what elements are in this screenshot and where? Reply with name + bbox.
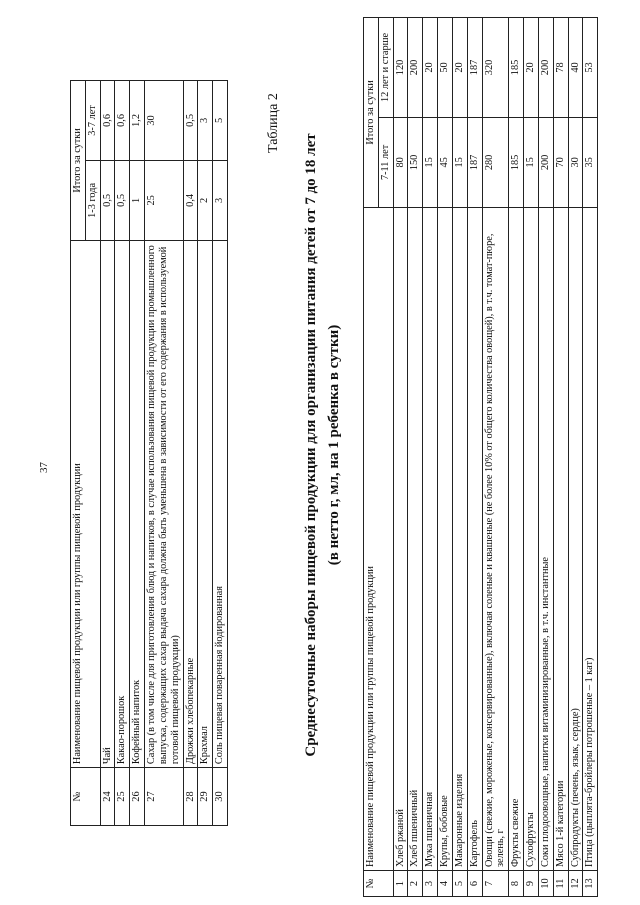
row-num: 13 bbox=[583, 871, 598, 897]
row-value: 150 bbox=[408, 117, 423, 207]
t2-header-age1: 7-11 лет bbox=[378, 117, 393, 207]
table-1 bbox=[70, 80, 228, 826]
row-value: 200 bbox=[408, 18, 423, 118]
row-num: 10 bbox=[538, 871, 553, 897]
table-row bbox=[538, 18, 553, 897]
row-value: 80 bbox=[393, 117, 408, 207]
row-name: Кофейный напиток bbox=[130, 240, 145, 767]
row-value: 30 bbox=[145, 81, 183, 161]
table-row bbox=[130, 81, 145, 826]
row-num: 8 bbox=[509, 871, 524, 897]
t2-header-num: № bbox=[364, 871, 394, 897]
row-value: 320 bbox=[482, 18, 509, 118]
row-name: Крахмал bbox=[198, 240, 213, 767]
row-value: 0,5 bbox=[183, 81, 198, 161]
row-name: Чай bbox=[100, 240, 115, 767]
table-row bbox=[482, 18, 509, 897]
row-value: 53 bbox=[583, 18, 598, 118]
row-name: Сухофрукты bbox=[524, 207, 539, 870]
row-value: 20 bbox=[423, 18, 438, 118]
row-value: 45 bbox=[438, 117, 453, 207]
table-row bbox=[553, 18, 568, 897]
row-value: 15 bbox=[524, 117, 539, 207]
table-row bbox=[408, 18, 423, 897]
row-name: Какао-порошок bbox=[115, 240, 130, 767]
row-num: 28 bbox=[183, 768, 198, 826]
row-name: Соль пищевая поваренная йодированная bbox=[213, 240, 228, 767]
row-num: 24 bbox=[100, 768, 115, 826]
row-value: 3 bbox=[213, 160, 228, 240]
row-name: Картофель bbox=[467, 207, 482, 870]
row-value: 50 bbox=[438, 18, 453, 118]
row-value: 187 bbox=[467, 117, 482, 207]
table-row bbox=[423, 18, 438, 897]
table-row bbox=[115, 81, 130, 826]
row-num: 3 bbox=[423, 871, 438, 897]
row-value: 40 bbox=[568, 18, 583, 118]
table-2 bbox=[363, 17, 598, 897]
row-num: 30 bbox=[213, 768, 228, 826]
row-value: 200 bbox=[538, 117, 553, 207]
row-value: 20 bbox=[452, 18, 467, 118]
t2-header-name: Наименование пищевой продукции или группы пищевой продукции bbox=[364, 207, 394, 870]
row-value: 120 bbox=[393, 18, 408, 118]
t1-header-name: Наименование пищевой продукции или группы пищевой продукции bbox=[71, 240, 101, 767]
table-row bbox=[393, 18, 408, 897]
row-name: Соки плодоовощные, напитки витаминизированные, в т.ч. инстантные bbox=[538, 207, 553, 870]
row-num: 2 bbox=[408, 871, 423, 897]
row-value: 2 bbox=[198, 160, 213, 240]
row-value: 185 bbox=[509, 18, 524, 118]
row-name: Мясо 1-й категории bbox=[553, 207, 568, 870]
row-name: Крупы, бобовые bbox=[438, 207, 453, 870]
row-value: 0,5 bbox=[100, 160, 115, 240]
page-number: 37 bbox=[38, 462, 50, 473]
row-num: 12 bbox=[568, 871, 583, 897]
row-name: Сахар (в том числе для приготовления блюд и напитков, в случае использования пищевой продукции промышленного выпуска, содержащих сахар выдача сахара должна быть уменьшена в зависимости от его содержания в используемой готовой пищевой продукции) bbox=[145, 240, 183, 767]
t2-header-age2: 12 лет и старше bbox=[378, 18, 393, 118]
t1-header-age2: 3-7 лет bbox=[85, 81, 100, 161]
row-name: Макаронные изделия bbox=[452, 207, 467, 870]
row-name: Овощи (свежие, мороженые, консервированные), включая соленые и квашеные (не более 10% от общего количества овощей), в т.ч. томат-пюре, зелень, г bbox=[482, 207, 509, 870]
row-value: 280 bbox=[482, 117, 509, 207]
row-name: Дрожжи хлебопекарные bbox=[183, 240, 198, 767]
row-num: 6 bbox=[467, 871, 482, 897]
table-row bbox=[467, 18, 482, 897]
t1-header-total: Итого за сутки bbox=[71, 81, 86, 241]
row-name: Фрукты свежие bbox=[509, 207, 524, 870]
row-value: 187 bbox=[467, 18, 482, 118]
row-name: Мука пшеничная bbox=[423, 207, 438, 870]
row-value: 20 bbox=[524, 18, 539, 118]
row-value: 15 bbox=[452, 117, 467, 207]
row-num: 29 bbox=[198, 768, 213, 826]
row-value: 0,6 bbox=[115, 81, 130, 161]
row-num: 25 bbox=[115, 768, 130, 826]
table-row bbox=[100, 81, 115, 826]
row-value: 1,2 bbox=[130, 81, 145, 161]
table-row bbox=[524, 18, 539, 897]
row-value: 78 bbox=[553, 18, 568, 118]
table-2-title-line2: (в нетто г, мл, на 1 ребенка в сутки) bbox=[326, 324, 343, 566]
row-value: 0,6 bbox=[100, 81, 115, 161]
row-value: 200 bbox=[538, 18, 553, 118]
row-value: 35 bbox=[583, 117, 598, 207]
row-value: 5 bbox=[213, 81, 228, 161]
table-2-label: Таблица 2 bbox=[266, 93, 281, 153]
table-row bbox=[213, 81, 228, 826]
table-row bbox=[183, 81, 198, 826]
row-value: 3 bbox=[198, 81, 213, 161]
table-2-title bbox=[300, 65, 347, 825]
t1-header-age1: 1-3 года bbox=[85, 160, 100, 240]
row-value: 0,4 bbox=[183, 160, 198, 240]
row-num: 1 bbox=[393, 871, 408, 897]
table-row bbox=[145, 81, 183, 826]
table-row bbox=[198, 81, 213, 826]
row-num: 9 bbox=[524, 871, 539, 897]
row-name: Птица (цыплята-бройлеры потрошеные – 1 кат) bbox=[583, 207, 598, 870]
row-value: 30 bbox=[568, 117, 583, 207]
row-name: Хлеб ржаной bbox=[393, 207, 408, 870]
row-value: 185 bbox=[509, 117, 524, 207]
row-num: 27 bbox=[145, 768, 183, 826]
row-num: 26 bbox=[130, 768, 145, 826]
row-value: 15 bbox=[423, 117, 438, 207]
t2-header-total: Итого за сутки bbox=[364, 18, 379, 208]
row-num: 5 bbox=[452, 871, 467, 897]
table-row bbox=[583, 18, 598, 897]
row-value: 1 bbox=[130, 160, 145, 240]
table-2-title-line1: Среднесуточные наборы пищевой продукции для организации питания детей от 7 до 18 лет bbox=[303, 133, 319, 757]
t1-header-num: № bbox=[71, 768, 101, 826]
row-num: 11 bbox=[553, 871, 568, 897]
row-value: 25 bbox=[145, 160, 183, 240]
row-value: 0,5 bbox=[115, 160, 130, 240]
row-name: Хлеб пшеничный bbox=[408, 207, 423, 870]
table-row bbox=[438, 18, 453, 897]
row-num: 4 bbox=[438, 871, 453, 897]
table-row bbox=[568, 18, 583, 897]
table-row bbox=[509, 18, 524, 897]
row-name: Субпродукты (печень, язык, сердце) bbox=[568, 207, 583, 870]
row-num: 7 bbox=[482, 871, 509, 897]
table-row bbox=[452, 18, 467, 897]
row-value: 70 bbox=[553, 117, 568, 207]
